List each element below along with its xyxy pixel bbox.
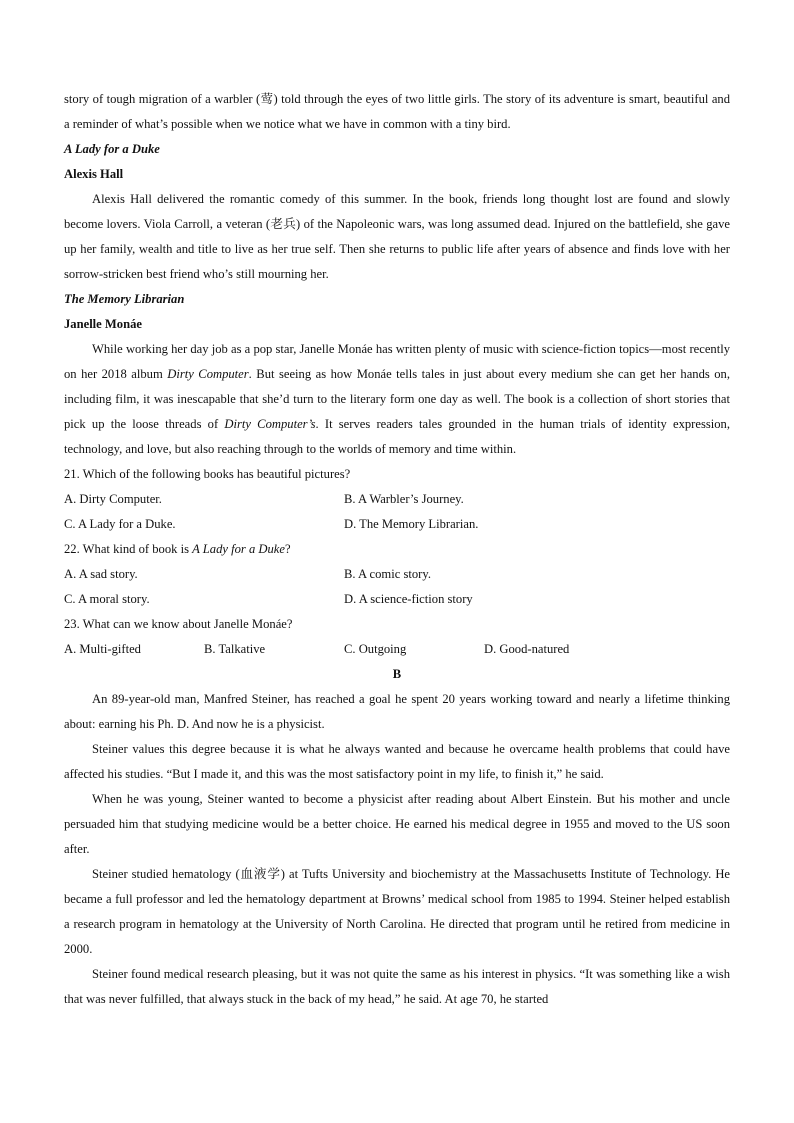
q22-option-d: D. A science-fiction story: [344, 592, 473, 606]
question-22-stem: [64, 537, 730, 562]
question-23-stem: 23. What can we know about Janelle Monáe?: [64, 617, 293, 631]
section-heading-b: B: [392, 667, 402, 681]
book-author-janelle-monae: Janelle Monáe: [64, 317, 142, 331]
passage-b-paragraph-5: Steiner found medical research pleasing, but it was not quite the same as his interest in physics. “It was something like a wish that was never fulfilled, that always stuck in the back of my head,” he said. At age 70, he started: [64, 967, 730, 1006]
q22-option-b: B. A comic story.: [344, 567, 431, 581]
q22-stem-book-title: A Lady for a Duke: [192, 542, 285, 556]
question-22-options-row-1: [64, 562, 730, 587]
q22-option-c: C. A moral story.: [64, 592, 150, 606]
q21-option-b: B. A Warbler’s Journey.: [344, 492, 464, 506]
desc-text-a: While working her day job as a pop star, Janelle Monáe has written plenty of music with science-fiction topics—most recently on her 2018 album: [64, 342, 730, 381]
q21-option-d: D. The Memory Librarian.: [344, 517, 479, 531]
album-title: Dirty Computer: [167, 367, 249, 381]
q23-option-c: C. Outgoing: [344, 642, 407, 656]
album-title-possessive: Dirty Computer’s: [224, 417, 316, 431]
book-title-lady-for-a-duke: A Lady for a Duke: [64, 142, 160, 156]
q21-option-c: C. A Lady for a Duke.: [64, 517, 176, 531]
q23-option-b: B. Talkative: [204, 642, 266, 656]
question-21-stem: 21. Which of the following books has beautiful pictures?: [64, 467, 351, 481]
book-author-alexis-hall: Alexis Hall: [64, 167, 124, 181]
question-21-options-row-2: [64, 512, 730, 537]
passage-b-paragraph-1: An 89-year-old man, Manfred Steiner, has reached a goal he spent 20 years working toward and nearly a lifetime thinking about: earning his Ph. D. And now he is a physicist.: [64, 692, 730, 731]
intro-tail-paragraph: story of tough migration of a warbler (莺) told through the eyes of two little girls. The story of its adventure is smart, beautiful and a reminder of what’s possible when we notice what we have in common with a tiny bird.: [64, 92, 730, 131]
passage-b-paragraph-3: When he was young, Steiner wanted to become a physicist after reading about Albert Einstein. But his mother and uncle persuaded him that studying medicine would be a better choice. He earned his medical degree in 1955 and moved to the US soon after.: [64, 792, 730, 856]
question-22-options-row-2: [64, 587, 730, 612]
question-21-options-row-1: [64, 487, 730, 512]
document-page: [64, 87, 730, 1012]
book-description-lady-for-a-duke: Alexis Hall delivered the romantic comedy of this summer. In the book, friends long thought lost are found and slowly become lovers. Viola Carroll, a veteran (老兵) of the Napoleonic wars, was long assumed dead. Injured on the battlefield, she gave up her family, wealth and title to live as her true self. Then she returns to public life after years of absence and finds love with her sorrow-stricken best friend who’s still mourning her.: [64, 192, 730, 281]
q22-option-a: A. A sad story.: [64, 567, 138, 581]
desc-text-c: . It serves readers tales grounded in the human trials of identity expression, technology, and love, but also reaching through to the worlds of memory and time within.: [64, 417, 731, 456]
q23-option-d: D. Good-natured: [484, 642, 570, 656]
book-title-memory-librarian: The Memory Librarian: [64, 292, 185, 306]
book-description-memory-librarian: [64, 337, 730, 462]
desc-text-b: . But seeing as how Monáe tells tales in just about every medium she can get her hands on, including film, it was inescapable that she’d turn to the literary form one day as well. The book is a collection of short stories that pick up the loose threads of: [64, 367, 730, 431]
q23-option-a: A. Multi-gifted: [64, 642, 141, 656]
q22-stem-b: ?: [284, 542, 291, 556]
q22-stem-a: 22. What kind of book is: [64, 542, 193, 556]
question-23-options-row: [64, 637, 730, 662]
passage-b-paragraph-4: Steiner studied hematology (血液学) at Tufts University and biochemistry at the Massachusetts Institute of Technology. He became a full professor and led the hematology department at Browns’ medical school from 1985 to 1994. Steiner helped establish a research program in hematology at the University of North Carolina. He directed that program until he retired from medicine in 2000.: [64, 867, 730, 956]
passage-b-paragraph-2: Steiner values this degree because it is what he always wanted and because he overcame health problems that could have affected his studies. “But I made it, and this was the most satisfactory point in my life, to finish it,” he said.: [64, 742, 730, 781]
q21-option-a: A. Dirty Computer.: [64, 492, 162, 506]
